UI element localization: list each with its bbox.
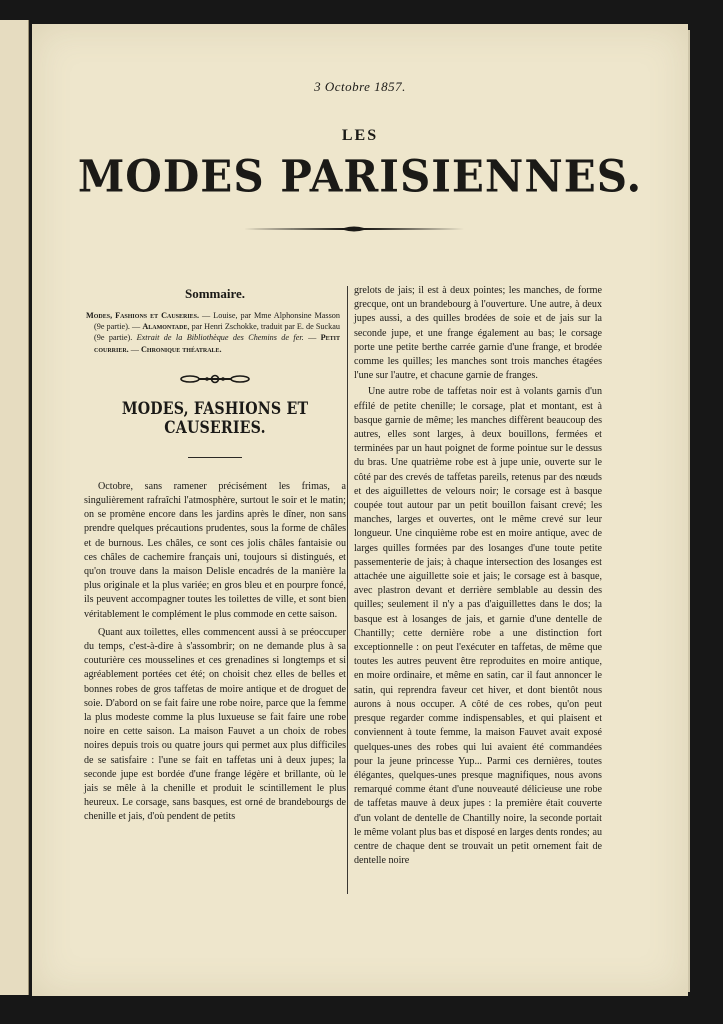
sommaire-item: Chronique théatrale. (141, 344, 222, 354)
sommaire-text (84, 310, 340, 355)
masthead-title: MODES PARISIENNES. (77, 150, 643, 203)
sommaire-item: Extrait de la Bibliothèque des Chemins de fer. (136, 333, 304, 343)
article-paragraph: Une autre robe de taffetas noir est à volants garnis d'un effilé de petite chenille; le corsage, plat et montant, est à basque garnie de même; les manches diffèrent beaucoup des autres, elles sont larges, à deux bouillons, fermées et terminées par un haut poignet de forme pointue sur le dessus du bras. Une quatrième robe est à jupe unie, ouverte sur le côté par des crevés de taffetas pareils, retenus par des nœuds et des aiguillettes de velours noir; le corsage est à basque coupée tout autour par un petit bouillon faisant crevé; les manches, larges et ouvertes, ont le même crevé sur leur longueur. Une cinquième robe est en moire antique, avec de larges quilles formées par des losanges d'une toute petite passementerie de jais; à chaque intersection des losanges est attachée une aiguillette soie et jais; le corsage est à basque, avec plastron devant et derrière semblable au dessin des quilles; seulement il n'y a pas d'aiguillettes dans le dos; la basque est à losanges de jais, et garnie d'une dentelle de Chantilly; cette dernière robe a une distinction fort exceptionnelle : on peut l'exécuter en taffetas, de même que toutes les autres peuvent être reproduites en moire antique, en moire ordinaire, et même en satin, car il faut annoncer le satin, qui reprendra faveur cet hiver, et dont bientôt nous aurons à nous occuper. A côté de ces robes, qu'on peut presque regarder comme indispensables, et qui plaisent et conviennent à toute femme, la maison Fauvet avait exposé quelques-unes des robes qui lui avaient été commandées pour la jeune princesse Yup... Parmi ces dernières, toutes élégantes, quelques-unes presque magnifiques, nous avons remarqué comme étant d'une nouveauté délicieuse une robe de taffetas mauve à deux jupes : la première était couverte d'un volant de dentelle de Chantilly noire, la seconde portait le même volant plus bas et disposé en larges dents rondes; au centre de chaque dent se trouvait un petit ornement fait de dentelle noire (354, 386, 602, 867)
sommaire-item: Modes, Fashions et Causeries. (86, 311, 200, 320)
facing-page-edge (0, 20, 29, 995)
issue-date: 3 Octobre 1857. (314, 79, 406, 94)
masthead-rule (244, 224, 464, 234)
right-column (354, 284, 602, 868)
article-paragraph: Quant aux toilettes, elles commencent aussi à se préoccuper du temps, c'est-à-dire à s'assombrir; on ne demande plus à sa couturière ces mousselines et ces grenadines si longtemps et si agréablement portées cet été; on choisit chez elles de belles et bonnes robes de gros taffetas de moire antique et de droguet de soie. D'abord on se fait faire une robe noire, parce que la femme la plus modeste comme la plus luxueuse se fait faire une robe noire en cette saison. La maison Fauvet a un choix de robes noires depuis trois ou quatre jours qui permet aux plus difficiles de se satisfaire : l'une se fait en taffetas uni à deux jupes; la seconde jupe est bordée d'une frange légère et brillante, où le jais se mêle à la chenille et produit le scintillement le plus heureux. Le corsage, sans basques, est orné de brandebourgs de chenille et jais, d'où pendent de petits (84, 626, 346, 823)
ornament-divider-icon (180, 373, 250, 385)
sommaire-item: — (128, 344, 141, 354)
sommaire-item: — Louise, par Mme Alphonsine Masson (9e partie). — (94, 311, 340, 332)
sommaire-item: Alamontade (142, 322, 188, 332)
section-title: MODES, FASHIONS ET CAUSERIES. (121, 398, 309, 437)
sommaire-item: Petit courrier. (94, 333, 340, 354)
left-column (84, 286, 346, 825)
article-paragraph: Octobre, sans ramener précisément les frimas, a singulièrement rafraîchi l'atmosphère, surtout le soir et le matin; on se promène encore dans les jardins après le dîner, non sans prendre quelques précautions prudentes, sous la forme de châles et de burnous. Les châles, ce sont ces jolis châles fantaisie ou ces châles de cachemire français uni, toujours si distingués, et qu'on trouve dans la maison Delisle encadrés de la manière la plus originale et la plus variée; en gros bleu et en pourpre foncé, ils peuvent accompagner toutes les toilettes de ville, et sont bien véritablement le complément le plus commode en cette saison. (84, 480, 346, 620)
sommaire-item: — (303, 333, 321, 343)
newspaper-page (32, 24, 688, 996)
section-rule (188, 457, 242, 458)
article-paragraph: grelots de jais; il est à deux pointes; les manches, de forme grecque, ont un brandebourg à l'ouverture. Une autre, à deux jupes aussi, a des quilles brodées de soie et de jais sur la seconde jupe, et une frange également au bas; le corsage porte une petite berthe carrée garnie d'une frange, et brodée comme les quilles; les manches sont trois manches étagées l'une sur l'autre, et chacune garnie de franges. (354, 285, 602, 382)
column-divider (347, 286, 348, 894)
masthead-les: LES (341, 127, 379, 144)
sommaire-heading: Sommaire. (184, 286, 246, 301)
sommaire-item: , par Henri Zschokke, traduit par E. de Suckau (9e partie). (94, 322, 340, 343)
